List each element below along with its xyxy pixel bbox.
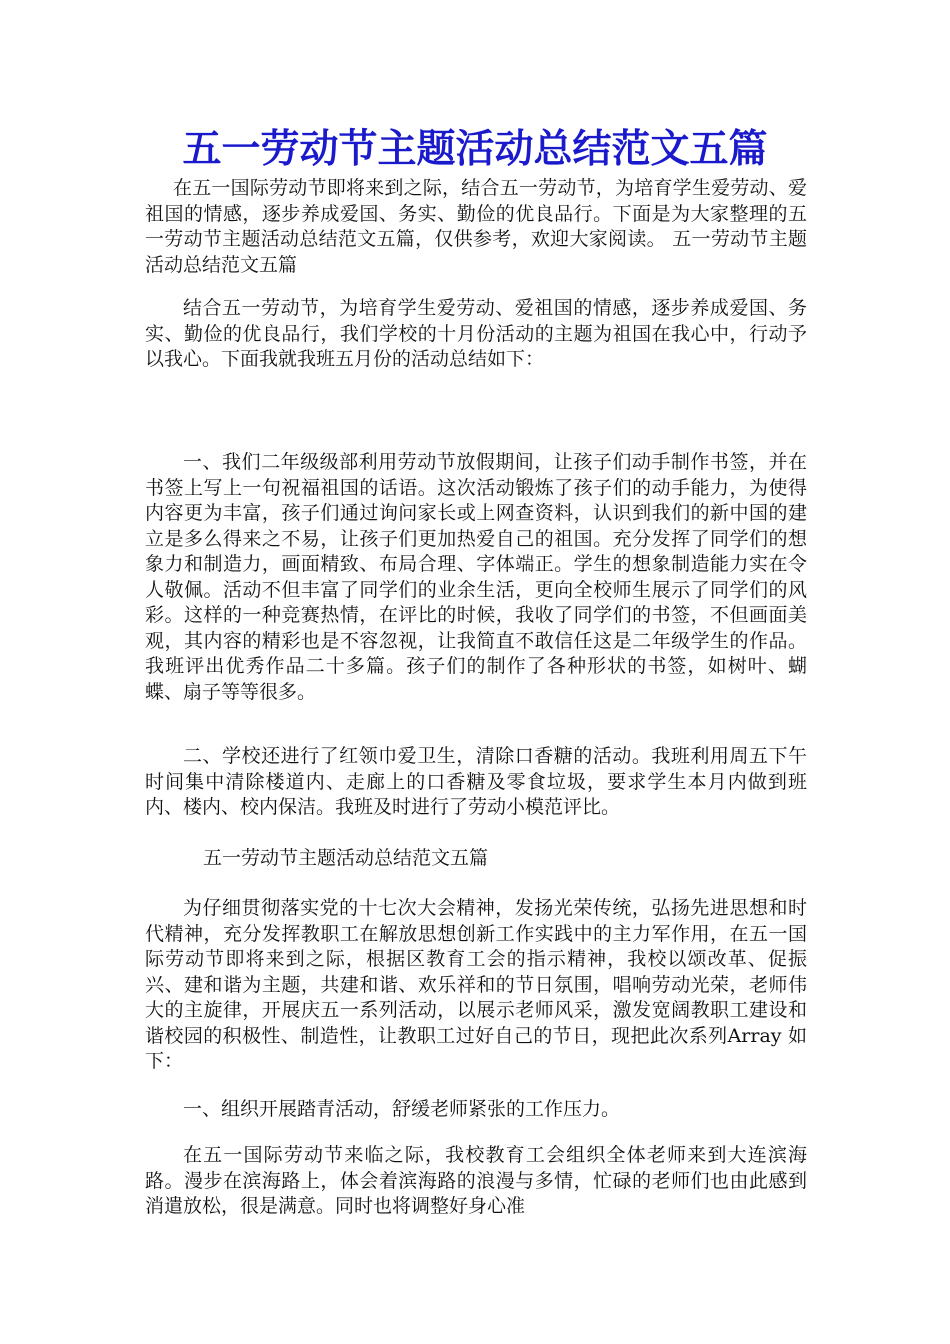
paragraph-bookmark-activity: 一、我们二年级级部利用劳动节放假期间，让孩子们动手制作书签，并在书签上写上一句祝福祖国的话语。这次活动锻炼了孩子们的动手能力，为使得内容更为丰富，孩子们通过询问家长或上网查资料，认识到我们的新中国的建立是多么得来之不易，让孩子们更加热爱自己的祖国。充分发挥了同学们的想象力和制造力，画面精致、布局合理、字体端正。学生的想象制造能力实在令人敬佩。活动不但丰富了同学们的业余生活，更向全校师生展示了同学们的风彩。这样的一种竞赛热情，在评比的时候，我收了同学们的书签，不但画面美观，其内容的精彩也是不容忽视，让我简直不敢信任这是二年级学生的作品。我班评出优秀作品二十多篇。孩子们的制作了各种形状的书签，如树叶、蝴蝶、扇子等等很多。 [145,451,807,703]
document-title: 五一劳动节主题活动总结范文五篇 [182,126,768,172]
paragraph-summary-intro: 结合五一劳动节，为培育学生爱劳动、爱祖国的情感，逐步养成爱国、务实、勤俭的优良品行，我们学校的十月份活动的主题为祖国在我心中，行动予以我心。下面我就我班五月份的活动总结如下： [145,297,807,370]
paragraph-union-activities: 为仔细贯彻落实党的十七次大会精神，发扬光荣传统，弘扬先进思想和时代精神，充分发挥教职工在解放思想创新工作实践中的主力军作用，在五一国际劳动节即将来到之际，根据区教育工会的指示精神，我校以颂改革、促振兴、建和谐为主题，共建和谐、欢乐祥和的节日氛围，唱响劳动光荣，老师伟大的主旋律，开展庆五一系列活动，以展示老师风采，激发宽阔教职工建设和谐校园的积极性、制造性，让教职工过好自己的节日，现把此次系列Array 如下： [145,897,807,1072]
intro-paragraph: 在五一国际劳动节即将来到之际，结合五一劳动节，为培育学生爱劳动、爱祖国的情感，逐步养成爱国、务实、勤俭的优良品行。下面是为大家整理的五一劳动节主题活动总结范文五篇，仅供参考，欢迎大家阅读。 五一劳动节主题活动总结范文五篇 [145,177,807,276]
section-subheading: 五一劳动节主题活动总结范文五篇 [203,847,489,869]
paragraph-hiking-detail: 在五一国际劳动节来临之际，我校教育工会组织全体老师来到大连滨海路。漫步在滨海路上，体会着滨海路的浪漫与多情，忙碌的老师们也由此感到消遣放松，很是满意。同时也将调整好身心准 [145,1144,807,1217]
paragraph-hiking-heading: 一、组织开展踏青活动，舒缓老师紧张的工作压力。 [183,1098,621,1120]
paragraph-hygiene-activity: 二、学校还进行了红领巾爱卫生，清除口香糖的活动。我班利用周五下午时间集中清除楼道内、走廊上的口香糖及零食垃圾，要求学生本月内做到班内、楼内、校内保洁。我班及时进行了劳动小模范评比。 [145,745,807,818]
